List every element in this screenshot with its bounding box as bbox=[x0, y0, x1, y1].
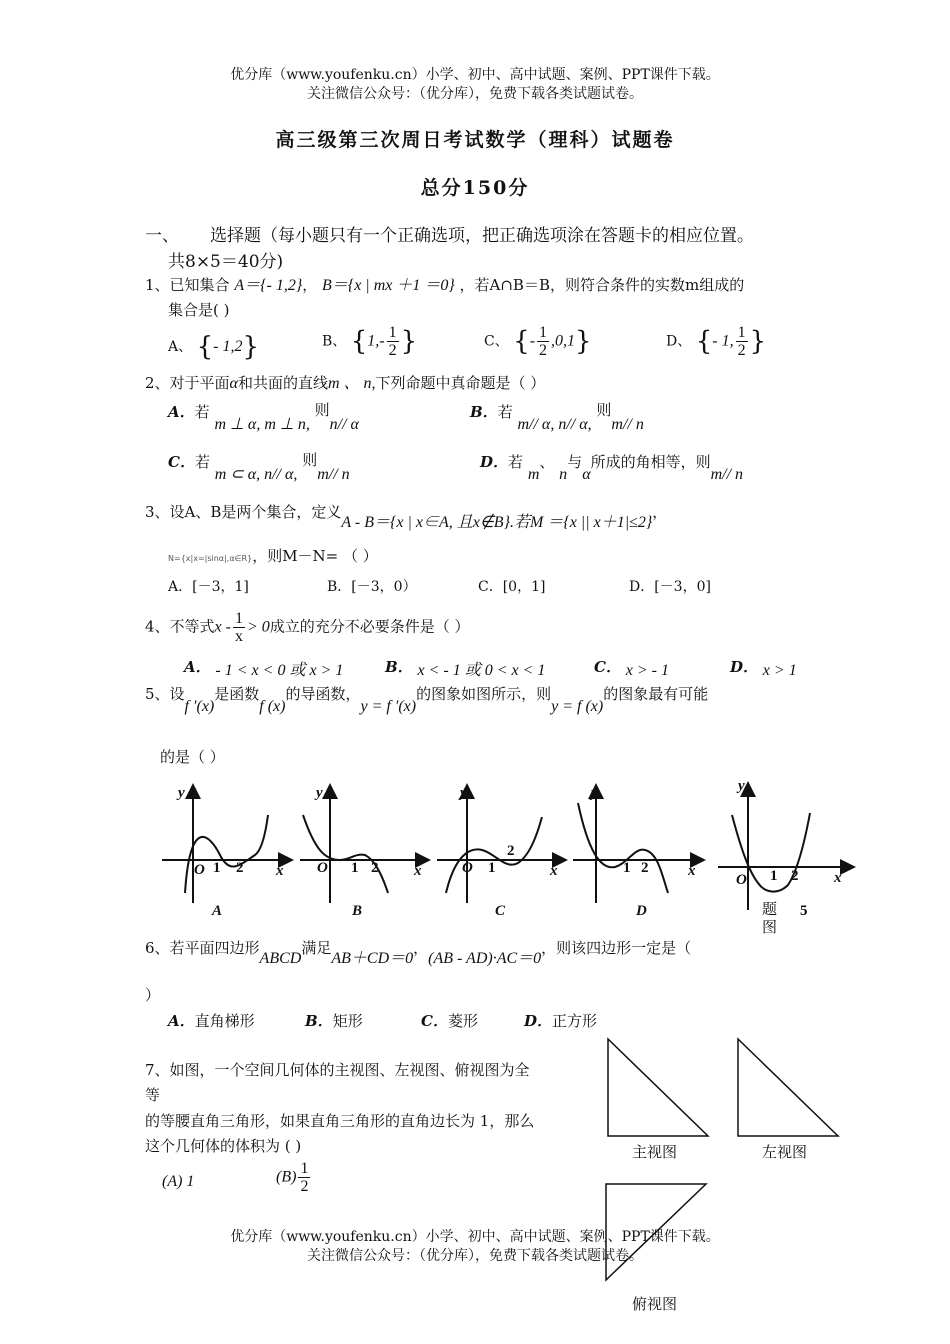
svg-text:2: 2 bbox=[641, 860, 649, 876]
graph-c-origin: O bbox=[462, 860, 473, 876]
total-score: 总分150分 bbox=[420, 177, 530, 199]
q1-option-b-fraction: $\frac{1}{2}$ bbox=[388, 324, 397, 359]
q6-option-a[interactable]: A．直角梯形 bbox=[168, 1012, 255, 1030]
front-view-label: 主视图 bbox=[632, 1143, 678, 1161]
graph-fprime-origin: O bbox=[736, 872, 747, 888]
q6-stem: 6、若平面四边形ABCD满足AB＋CD＝0，(AB - AD)·AC＝0，则该四边形一定是（ bbox=[145, 939, 692, 967]
graph-b-origin: O bbox=[317, 860, 328, 876]
graph-d-x: x bbox=[688, 863, 696, 879]
graph-a-x: x bbox=[276, 863, 284, 879]
header-line-2: 关注微信公众号：（优分库），免费下载各类试题试卷。 bbox=[307, 86, 643, 102]
q1-prefix: 1、已知集合 bbox=[145, 276, 230, 294]
q1-condition: ，若A∩B＝B，则符合条件的实数m组成的 bbox=[459, 276, 745, 294]
q4-option-d[interactable]: D． x > 1 bbox=[730, 658, 797, 679]
graph-fprime-x: x bbox=[834, 870, 842, 886]
q1-option-d-label: D、 bbox=[666, 333, 692, 350]
q6-option-b[interactable]: B．矩形 bbox=[305, 1012, 363, 1030]
q1-option-c-label: C、 bbox=[484, 333, 509, 350]
svg-text:1: 1 bbox=[351, 860, 359, 876]
q3-option-d[interactable]: D．[－3，0] bbox=[629, 579, 711, 595]
q2-option-d[interactable]: D．若 m、 n与α所成的角相等，则m// n bbox=[480, 453, 744, 483]
svg-text:2: 2 bbox=[371, 860, 379, 876]
graph-d-label: D bbox=[636, 903, 647, 919]
q1-set-b: B＝{x | mx ＋1 ＝0} bbox=[322, 277, 455, 294]
q2-stem: 2、对于平面α和共面的直线m 、 n,下列命题中真命题是（ ） bbox=[145, 374, 546, 392]
graph-d-y: y bbox=[591, 785, 598, 801]
q6-option-d[interactable]: D．正方形 bbox=[524, 1012, 598, 1030]
graph-a-label: A bbox=[212, 903, 223, 919]
graph-d[interactable] bbox=[573, 787, 702, 903]
graph-c[interactable] bbox=[437, 787, 564, 903]
q2-option-b[interactable]: B．若 m// α, n// α, 则m// n bbox=[470, 401, 644, 433]
q6-line2: ） bbox=[145, 986, 161, 1004]
section-instructions-2: 共8×5＝40分) bbox=[168, 252, 284, 272]
graph-c-y: y bbox=[460, 785, 467, 801]
q3-option-b[interactable]: B．[－3，0） bbox=[327, 579, 417, 595]
q7-option-b[interactable]: (B) $\frac{1}{2}$ bbox=[276, 1160, 309, 1195]
q1-option-c-value: ,0,1 bbox=[551, 332, 576, 350]
q5-stem: 5、设f ′(x)是函数f (x)的导函数，y = f ′(x)的图象如图所示，则y = f (x)的图象最有可能 bbox=[145, 685, 709, 715]
footer-line-1: 优分库（www.youfenku.cn）小学、初中、高中试题、案例、PPT课件下载。 bbox=[230, 1229, 720, 1245]
q5-line2: 的是（ ） bbox=[160, 748, 225, 766]
q1-option-b-value: 1,- bbox=[367, 332, 385, 350]
q1-stem: 1、已知集合 A＝{- 1,2}， B＝{x | mx ＋1 ＝0} ，若A∩B＝B，则符合条件的实数m组成的 bbox=[145, 276, 745, 294]
left-view-triangle bbox=[738, 1039, 838, 1136]
q4-stem: 4、不等式x - $\frac{1}{x}$ > 0成立的充分不必要条件是（ ） bbox=[145, 610, 470, 645]
q1-option-c-fraction: $\frac{1}{2}$ bbox=[539, 324, 548, 359]
section-instructions: 选择题（每小题只有一个正确选项，把正确选项涂在答题卡的相应位置。 bbox=[210, 226, 754, 246]
q4-option-b[interactable]: B． x < - 1 或 0 < x < 1 bbox=[385, 658, 546, 679]
svg-text:2: 2 bbox=[507, 843, 515, 859]
graph-fprime-y: y bbox=[738, 778, 745, 794]
page-title: 高三级第三次周日考试数学（理科）试题卷 bbox=[275, 129, 675, 151]
graph-fprime bbox=[718, 785, 852, 910]
q7-option-a[interactable]: (A) 1 bbox=[162, 1173, 195, 1190]
q7-line1: 7、如图，一个空间几何体的主视图、左视图、俯视图为全 bbox=[145, 1061, 530, 1079]
q4-option-c[interactable]: C． x > - 1 bbox=[594, 658, 669, 679]
header-line-1: 优分库（www.youfenku.cn）小学、初中、高中试题、案例、PPT课件下载。 bbox=[230, 67, 720, 83]
graph-b-label: B bbox=[352, 903, 363, 919]
svg-text:1: 1 bbox=[623, 860, 631, 876]
front-view-triangle bbox=[608, 1039, 708, 1136]
q1-option-b-label: B、 bbox=[322, 333, 347, 350]
graph-a-origin: O bbox=[194, 862, 205, 878]
q1-set-a: A＝{- 1,2} bbox=[234, 277, 303, 294]
graph-b[interactable] bbox=[300, 787, 427, 903]
graph-c-label: C bbox=[495, 903, 506, 919]
q1-option-d-value: - 1, bbox=[712, 332, 734, 350]
graph-b-x: x bbox=[414, 863, 422, 879]
graph-b-y: y bbox=[316, 785, 323, 801]
section-number: 一、 bbox=[145, 226, 179, 246]
graph-a[interactable] bbox=[162, 787, 290, 903]
graph-fprime-num: 5 bbox=[800, 903, 808, 919]
svg-text:1: 1 bbox=[488, 860, 496, 876]
q7-option-b-fraction: $\frac{1}{2}$ bbox=[300, 1160, 309, 1195]
q1-option-b[interactable]: B、 {1,- $\frac{1}{2}$ } bbox=[322, 324, 418, 359]
q1-line2: 集合是( ) bbox=[168, 301, 230, 319]
q3-line2: N={x|x=|sinα|,α∈R}，则M－N= （ ） bbox=[168, 547, 378, 565]
q1-option-d[interactable]: D、 {- 1, $\frac{1}{2}$ } bbox=[666, 324, 767, 359]
q3-stem: 3、设A、B是两个集合，定义A - B＝{x | x∈A, 且x∉B}.若M ＝{x || x＋1|≤2}， bbox=[145, 503, 668, 531]
q2-option-a[interactable]: A．若 m ⊥ α, m ⊥ n, 则n// α bbox=[168, 401, 359, 433]
svg-text:2: 2 bbox=[236, 860, 244, 876]
q4-fraction: $\frac{1}{x}$ bbox=[234, 610, 243, 645]
q3-option-c[interactable]: C．[0，1] bbox=[478, 579, 546, 595]
q6-option-c[interactable]: C．菱形 bbox=[421, 1012, 478, 1030]
q1-option-d-fraction: $\frac{1}{2}$ bbox=[737, 324, 746, 359]
q3-option-a[interactable]: A．[－3，1] bbox=[168, 579, 249, 595]
q2-option-c[interactable]: C．若 m ⊂ α, n// α, 则m// n bbox=[168, 451, 350, 483]
graph-a-y: y bbox=[178, 785, 185, 801]
q1-option-a-value: - 1,2 bbox=[213, 338, 243, 355]
q7-line2: 等 bbox=[145, 1086, 161, 1104]
q7-line4: 这个几何体的体积为 ( ) bbox=[145, 1137, 302, 1155]
svg-text:2: 2 bbox=[791, 868, 799, 884]
q1-option-a-label: A、 bbox=[168, 339, 193, 355]
top-view-label: 俯视图 bbox=[632, 1295, 678, 1313]
footer-line-2: 关注微信公众号：（优分库），免费下载各类试题试卷。 bbox=[307, 1248, 643, 1264]
svg-text:1: 1 bbox=[213, 860, 221, 876]
fig5-caption: 题 图 bbox=[762, 900, 778, 936]
svg-text:1: 1 bbox=[770, 868, 778, 884]
q1-option-c[interactable]: C、 {- $\frac{1}{2}$ ,0,1} bbox=[484, 324, 592, 359]
q7-line3: 的等腰直角三角形，如果直角三角形的直角边长为 1，那么 bbox=[145, 1112, 535, 1130]
graph-c-x: x bbox=[550, 863, 558, 879]
q1-option-a[interactable]: A、 {- 1,2} bbox=[168, 332, 259, 362]
left-view-label: 左视图 bbox=[762, 1143, 808, 1161]
q4-option-a[interactable]: A． - 1 < x < 0 或 x > 1 bbox=[184, 658, 344, 679]
